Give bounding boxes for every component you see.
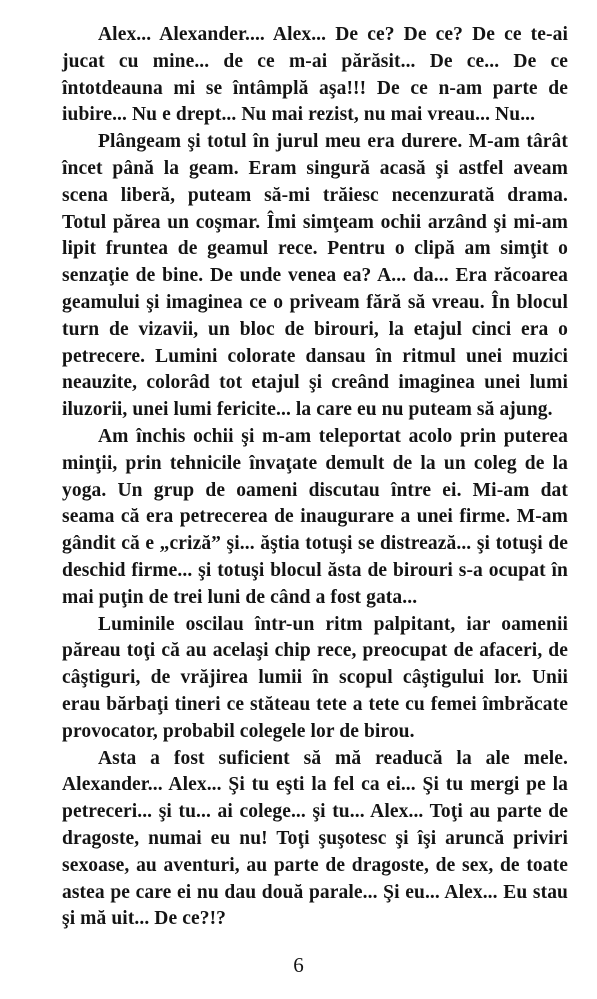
paragraph-4: Luminile oscilau într-un ritm palpitant, iar oamenii păreau toţi că au acelaşi chip rece, preocupat de afaceri, de câştiguri, de vrăjirea lumii în scopul câştigului lor. Unii erau bărbaţi tineri ce stăteau tete a tete cu femei îmbrăcate provocator, probabil colegele lor de birou.	[62, 613, 568, 742]
paragraph-3: Am închis ochii şi m-am teleportat acolo prin puterea minţii, prin tehnicile învaţate demult de la un coleg de la yoga. Un grup de oameni discutau între ei. Mi-am dat seama că era petrecerea de inaugurare a unei firme. M-am gândit că e „criză” şi... ăştia totuşi se distrează... şi totuşi de deschid firme... şi totuşi blocul ăsta de birouri s-a ocupat în mai puţin de trei luni de când a fost gata...	[62, 425, 568, 608]
paragraph-2: Plângeam şi totul în jurul meu era durere. M-am târât încet până la geam. Eram singură acasă şi astfel aveam scena liberă, puteam să-mi trăiesc necenzurată drama. Totul părea un coşmar. Îmi simţeam ochii arzând şi mi-am lipit fruntea de geamul rece. Pentru o clipă am simţit o senzaţie de bine. De unde venea ea? A... da... Era răcoarea geamului şi imaginea ce o priveam fără să vreau. În blocul turn de vizavii, un bloc de birouri, la etajul cinci era o petrecere. Lumini colorate dansau în ritmul unei muzici neauzite, colorâd tot etajul şi creând imaginea unei lumi iluzorii, unei lumi fericite... la care eu nu puteam să ajung.	[62, 131, 568, 421]
paragraph-1: Alex... Alexander.... Alex... De ce? De ce? De ce te-ai jucat cu mine... de ce m-ai părăsit... De ce... De ce întotdeauna mi se întâmplă aşa!!! De ce n-am parte de iubire... Nu e drept... Nu mai rezist, nu mai vreau... Nu...	[62, 24, 568, 126]
body-text	[62, 22, 568, 933]
page-number: 6	[293, 953, 304, 977]
paragraph-5: Asta a fost suficient să mă readucă la ale mele. Alexander... Alex... Şi tu eşti la fel ca ei... Şi tu mergi pe la petreceri... şi tu... ai colege... şi tu... Alex... Toţi au parte de dragoste, numai eu nu! Toţi şuşotesc şi îşi aruncă priviri sexoase, au aventuri, au parte de dragoste, de sex, de toate astea pe care ei nu dau două parale... Şi eu... Alex... Eu stau şi mă uit... De ce?!?	[62, 747, 568, 930]
